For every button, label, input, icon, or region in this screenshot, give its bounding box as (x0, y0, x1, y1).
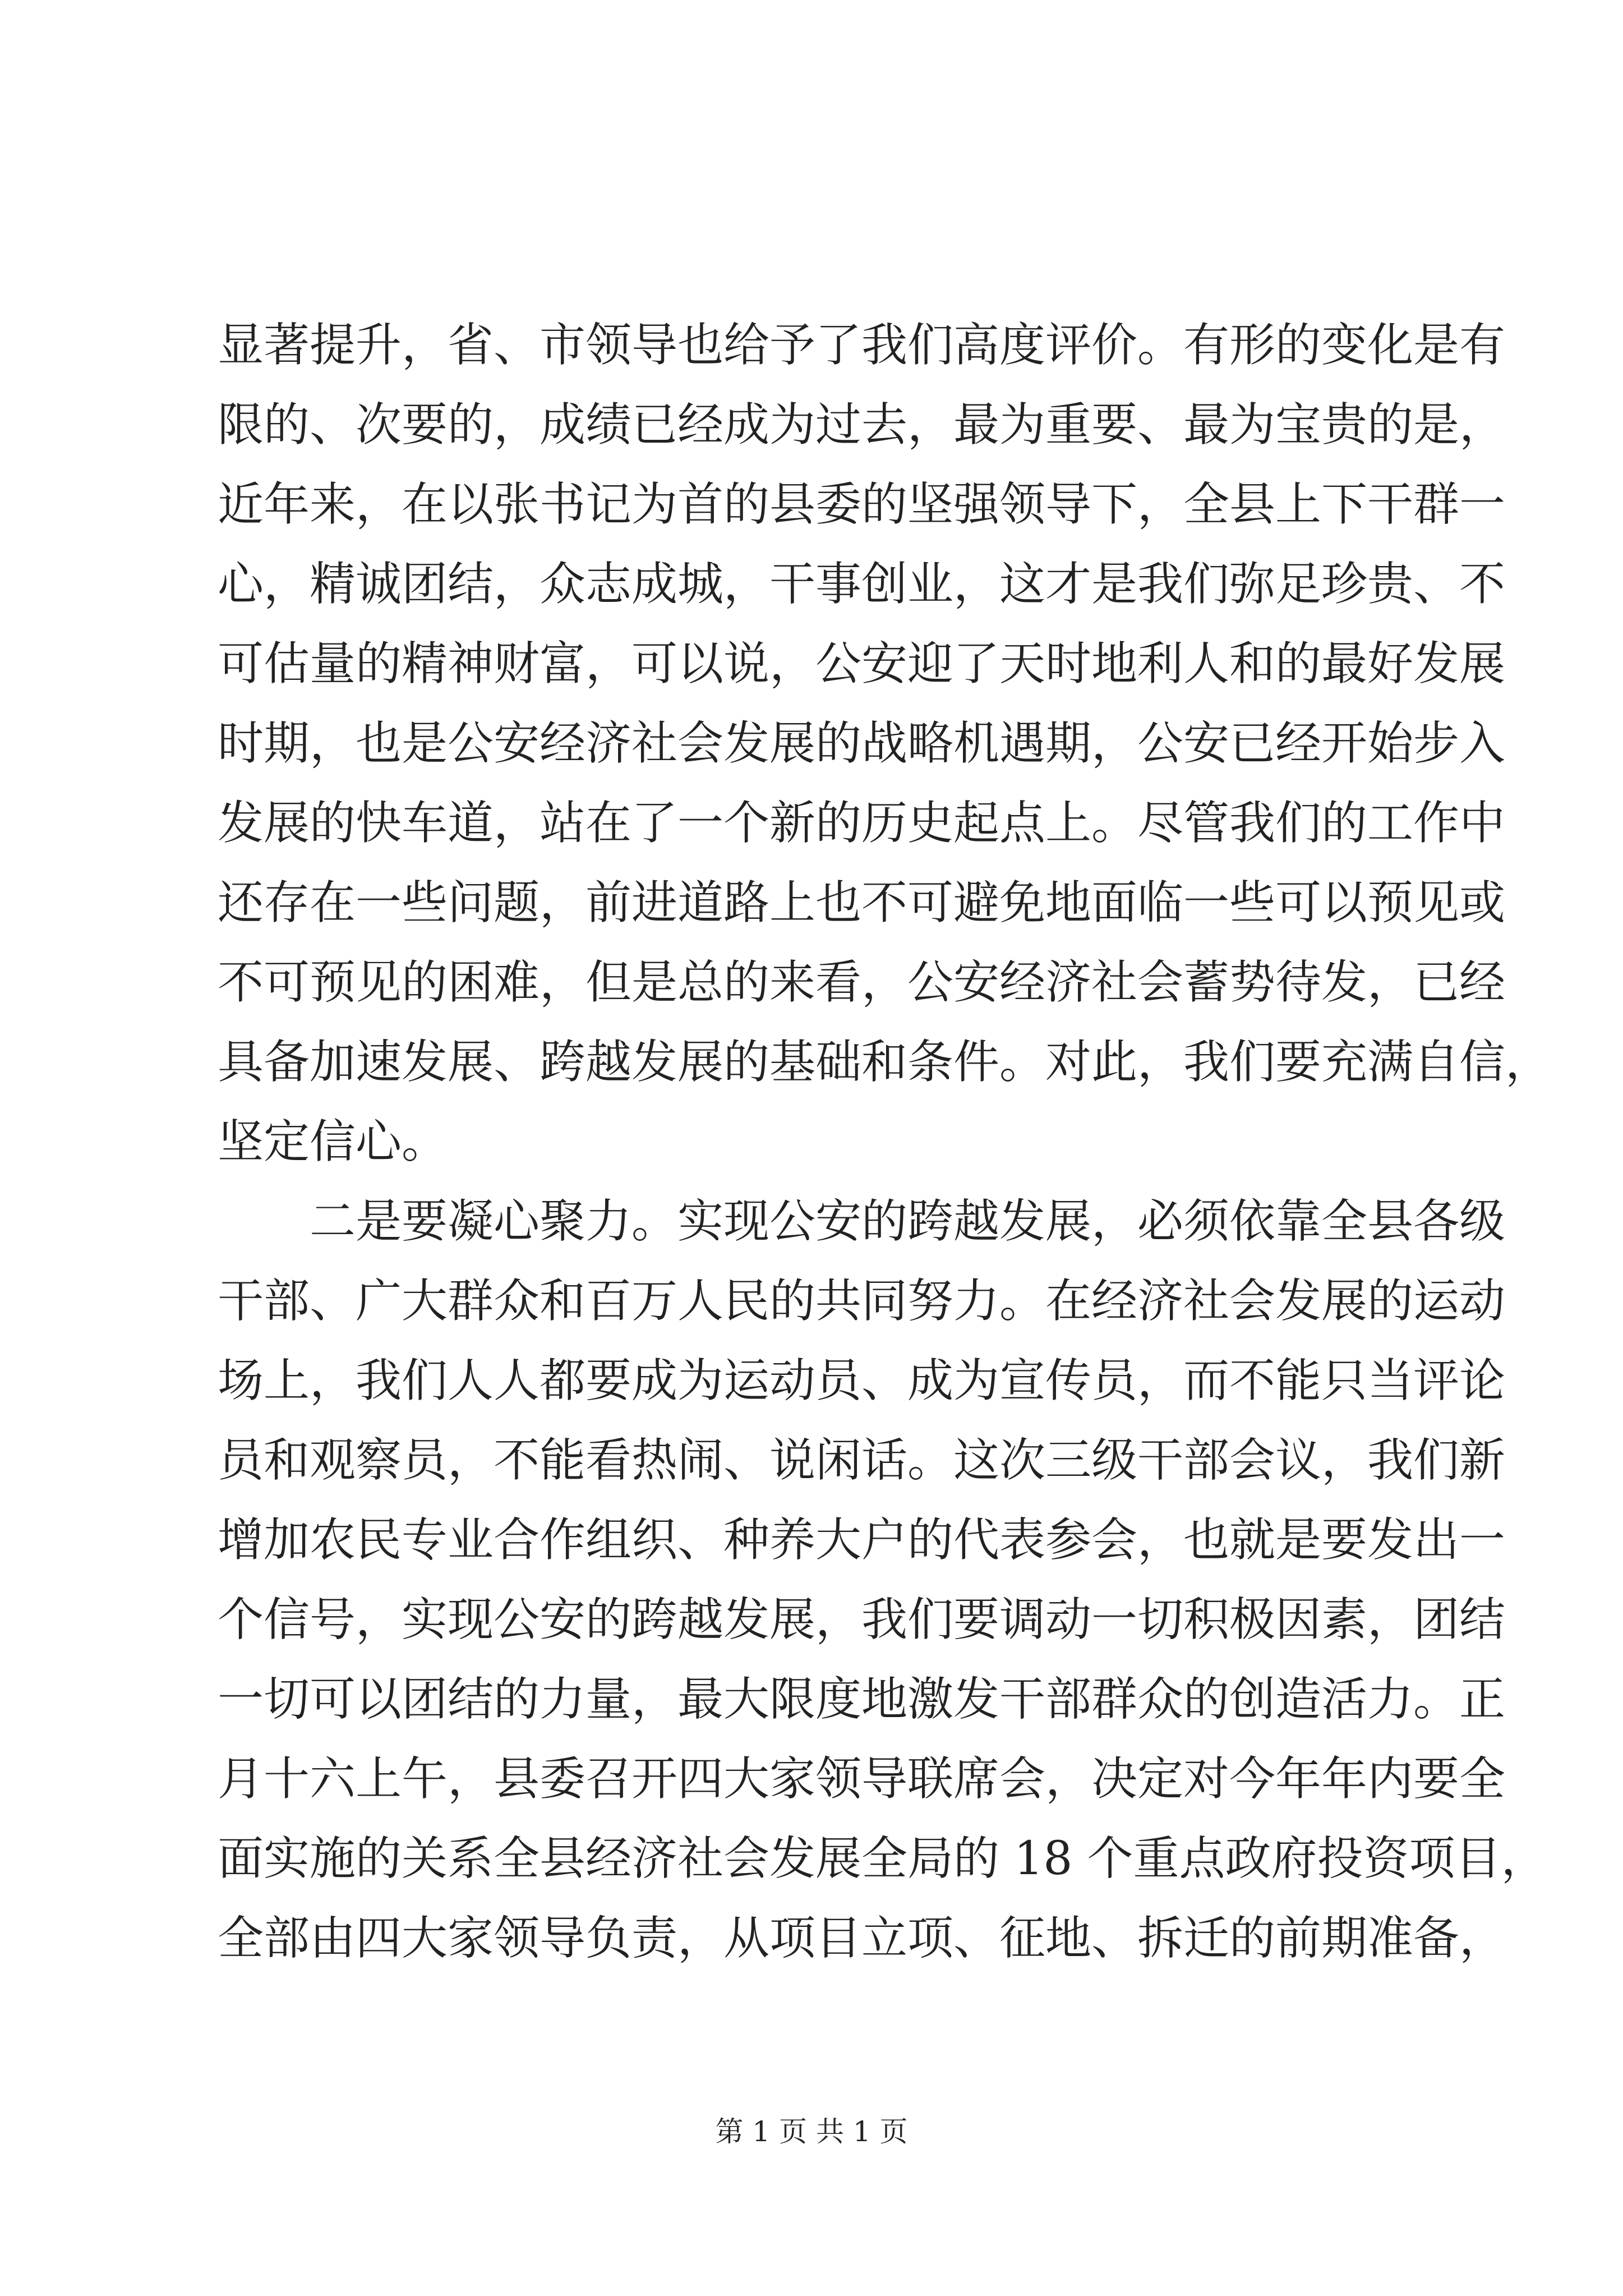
text-line: 增加农民专业合作组织、种养大户的代表参会，也就是要发出一 (218, 1513, 1506, 1567)
text-line: 不可预见的困难，但是总的来看，公安经济社会蓄势待发，已经 (218, 956, 1506, 1009)
text-line: 心，精诚团结，众志成城，干事创业，这才是我们弥足珍贵、不 (218, 558, 1506, 611)
text-line: 面实施的关系全县经济社会发展全局的 18 个重点政府投资项目， (218, 1832, 1547, 1885)
document-body (218, 306, 1552, 1978)
text-line: 限的、次要的，成绩已经成为过去，最为重要、最为宝贵的是， (218, 398, 1506, 452)
text-line: 员和观察员，不能看热闹、说闲话。这次三级干部会议，我们新 (218, 1434, 1506, 1487)
text-line: 全部由四大家领导负责，从项目立项、征地、拆迁的前期准备， (218, 1912, 1506, 1965)
text-line: 显著提升，省、市领导也给予了我们高度评价。有形的变化是有 (218, 319, 1506, 372)
text-line: 还存在一些问题，前进道路上也不可避免地面临一些可以预见或 (218, 876, 1506, 930)
text-line: 个信号，实现公安的跨越发展，我们要调动一切积极因素，团结 (218, 1593, 1506, 1646)
text-line: 时期，也是公安经济社会发展的战略机遇期，公安已经开始步入 (218, 717, 1506, 770)
text-line: 场上，我们人人都要成为运动员、成为宣传员，而不能只当评论 (218, 1354, 1506, 1407)
text-line: 月十六上午，县委召开四大家领导联席会，决定对今年年内要全 (218, 1752, 1506, 1806)
text-line: 具备加速发展、跨越发展的基础和条件。对此，我们要充满自信， (218, 1036, 1552, 1089)
paragraph-end-line: 坚定信心。 (218, 1115, 448, 1168)
page-number-footer: 第 1 页 共 1 页 (715, 2115, 908, 2148)
text-line: 发展的快车道，站在了一个新的历史起点上。尽管我们的工作中 (218, 797, 1506, 850)
text-line: 一切可以团结的力量，最大限度地激发干部群众的创造活力。正 (218, 1673, 1506, 1726)
text-line: 可估量的精神财富，可以说，公安迎了天时地利人和的最好发展 (218, 637, 1506, 691)
text-line: 近年来，在以张书记为首的县委的坚强领导下，全县上下干群一 (218, 478, 1506, 531)
text-line: 干部、广大群众和百万人民的共同努力。在经济社会发展的运动 (218, 1274, 1506, 1328)
paragraph-start-line: 二是要凝心聚力。实现公安的跨越发展，必须依靠全县各级 (218, 1195, 1506, 1248)
